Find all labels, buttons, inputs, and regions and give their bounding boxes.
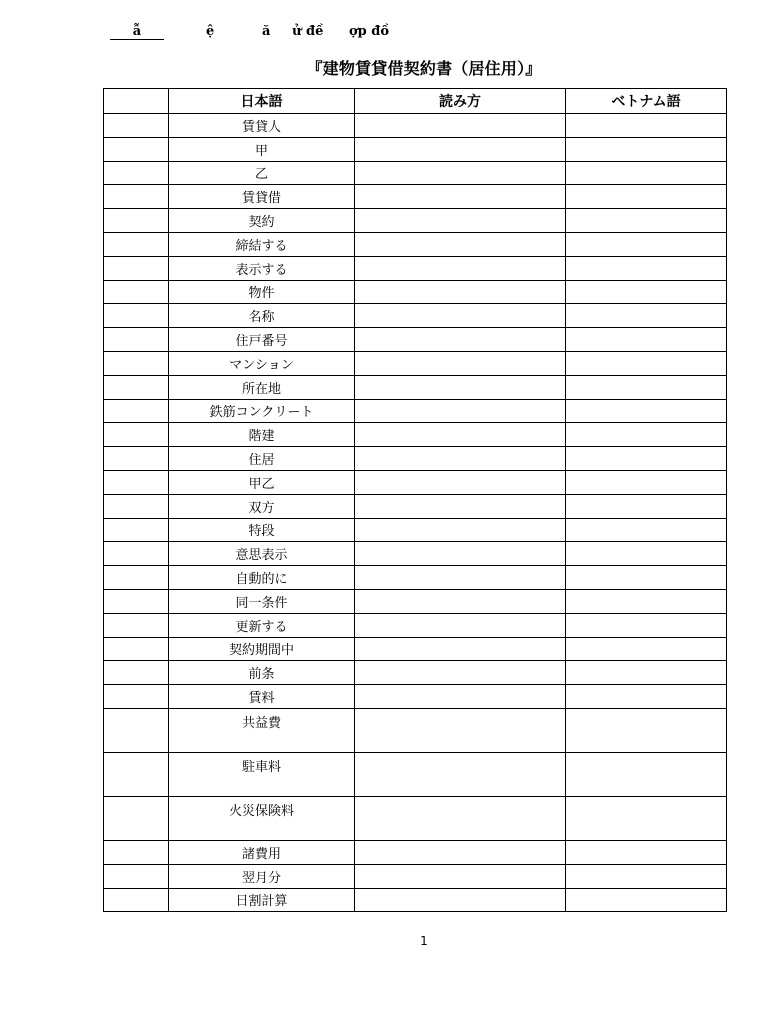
vietnamese-cell[interactable] bbox=[566, 423, 727, 447]
japanese-word: 賃料 bbox=[248, 691, 275, 707]
reading-cell[interactable] bbox=[355, 796, 566, 840]
japanese-word-cell bbox=[169, 518, 355, 542]
index-cell bbox=[104, 752, 169, 796]
index-cell bbox=[104, 375, 169, 399]
japanese-word-cell bbox=[169, 161, 355, 185]
vietnamese-cell[interactable] bbox=[566, 661, 727, 685]
vietnamese-cell[interactable] bbox=[566, 256, 727, 280]
japanese-word-cell bbox=[169, 494, 355, 518]
table-row bbox=[104, 304, 727, 328]
reading-cell[interactable] bbox=[355, 613, 566, 637]
index-cell bbox=[104, 209, 169, 233]
reading-cell[interactable] bbox=[355, 161, 566, 185]
index-cell bbox=[104, 423, 169, 447]
japanese-word-cell bbox=[169, 888, 355, 912]
japanese-word-cell bbox=[169, 280, 355, 304]
japanese-word-cell bbox=[169, 114, 355, 138]
reading-cell[interactable] bbox=[355, 470, 566, 494]
reading-cell[interactable] bbox=[355, 209, 566, 233]
table-row bbox=[104, 589, 727, 613]
vietnamese-cell[interactable] bbox=[566, 114, 727, 138]
table-row bbox=[104, 161, 727, 185]
table-row bbox=[104, 518, 727, 542]
japanese-word: 階建 bbox=[248, 429, 275, 445]
reading-cell[interactable] bbox=[355, 542, 566, 566]
table-row bbox=[104, 864, 727, 888]
vietnamese-cell[interactable] bbox=[566, 864, 727, 888]
vietnamese-cell[interactable] bbox=[566, 494, 727, 518]
japanese-word: 諸費用 bbox=[241, 846, 281, 862]
japanese-word-cell bbox=[169, 752, 355, 796]
japanese-word-cell bbox=[169, 566, 355, 590]
japanese-word: 自動的に bbox=[235, 572, 288, 588]
index-cell bbox=[104, 589, 169, 613]
vietnamese-cell[interactable] bbox=[566, 209, 727, 233]
header-fragment: ẫ bbox=[110, 24, 164, 40]
reading-cell[interactable] bbox=[355, 280, 566, 304]
table-row bbox=[104, 566, 727, 590]
japanese-word: 名称 bbox=[248, 310, 275, 326]
index-cell bbox=[104, 399, 169, 423]
table-row bbox=[104, 185, 727, 209]
header-fragment: ợp đồ bbox=[349, 24, 390, 39]
japanese-word-cell bbox=[169, 399, 355, 423]
vietnamese-cell[interactable] bbox=[566, 840, 727, 864]
reading-cell[interactable] bbox=[355, 840, 566, 864]
reading-cell[interactable] bbox=[355, 685, 566, 709]
reading-cell[interactable] bbox=[355, 351, 566, 375]
table-row bbox=[104, 447, 727, 471]
vietnamese-cell[interactable] bbox=[566, 708, 727, 752]
column-header-blank bbox=[104, 89, 169, 114]
japanese-word: 甲乙 bbox=[248, 476, 275, 492]
table-row bbox=[104, 613, 727, 637]
reading-cell[interactable] bbox=[355, 589, 566, 613]
index-cell bbox=[104, 280, 169, 304]
japanese-word-cell bbox=[169, 351, 355, 375]
japanese-word: 甲 bbox=[254, 143, 268, 159]
vietnamese-cell[interactable] bbox=[566, 399, 727, 423]
japanese-word: 表示する bbox=[235, 262, 288, 278]
japanese-word: 火災保険料 bbox=[228, 803, 294, 819]
vietnamese-cell[interactable] bbox=[566, 566, 727, 590]
japanese-word-cell bbox=[169, 185, 355, 209]
japanese-word-cell bbox=[169, 232, 355, 256]
index-cell bbox=[104, 304, 169, 328]
index-cell bbox=[104, 161, 169, 185]
japanese-word-cell bbox=[169, 708, 355, 752]
vocabulary-table bbox=[103, 88, 727, 912]
index-cell bbox=[104, 494, 169, 518]
vietnamese-cell[interactable] bbox=[566, 447, 727, 471]
table-row bbox=[104, 752, 727, 796]
table-row bbox=[104, 708, 727, 752]
japanese-word: 意思表示 bbox=[235, 548, 288, 564]
table-row bbox=[104, 685, 727, 709]
reading-cell[interactable] bbox=[355, 232, 566, 256]
reading-cell[interactable] bbox=[355, 888, 566, 912]
japanese-word-cell bbox=[169, 637, 355, 661]
reading-cell[interactable] bbox=[355, 661, 566, 685]
japanese-word: 住居 bbox=[248, 453, 275, 469]
column-header-reading: 読み方 bbox=[355, 89, 566, 114]
table-row bbox=[104, 375, 727, 399]
index-cell bbox=[104, 518, 169, 542]
index-cell bbox=[104, 114, 169, 138]
vietnamese-cell[interactable] bbox=[566, 161, 727, 185]
japanese-word-cell bbox=[169, 328, 355, 352]
vietnamese-cell[interactable] bbox=[566, 280, 727, 304]
vietnamese-cell[interactable] bbox=[566, 351, 727, 375]
table-row bbox=[104, 256, 727, 280]
vietnamese-cell[interactable] bbox=[566, 304, 727, 328]
japanese-word: 契約期間中 bbox=[228, 643, 294, 659]
table-row bbox=[104, 637, 727, 661]
reading-cell[interactable] bbox=[355, 304, 566, 328]
japanese-word-cell bbox=[169, 542, 355, 566]
vietnamese-cell[interactable] bbox=[566, 685, 727, 709]
japanese-word: 特段 bbox=[248, 524, 275, 540]
table-body bbox=[104, 114, 727, 912]
index-cell bbox=[104, 888, 169, 912]
japanese-word: 双方 bbox=[248, 500, 275, 516]
vietnamese-cell[interactable] bbox=[566, 637, 727, 661]
reading-cell[interactable] bbox=[355, 185, 566, 209]
index-cell bbox=[104, 542, 169, 566]
vietnamese-cell[interactable] bbox=[566, 752, 727, 796]
index-cell bbox=[104, 566, 169, 590]
reading-cell[interactable] bbox=[355, 114, 566, 138]
japanese-word-cell bbox=[169, 685, 355, 709]
japanese-word-cell bbox=[169, 589, 355, 613]
index-cell bbox=[104, 256, 169, 280]
japanese-word: マンション bbox=[229, 357, 294, 373]
reading-cell[interactable] bbox=[355, 637, 566, 661]
japanese-word: 締結する bbox=[235, 238, 288, 254]
reading-cell[interactable] bbox=[355, 864, 566, 888]
index-cell bbox=[104, 185, 169, 209]
japanese-word: 同一条件 bbox=[235, 595, 288, 611]
japanese-word-cell bbox=[169, 209, 355, 233]
vietnamese-cell[interactable] bbox=[566, 328, 727, 352]
japanese-word: 契約 bbox=[248, 215, 275, 231]
index-cell bbox=[104, 328, 169, 352]
reading-cell[interactable] bbox=[355, 566, 566, 590]
table-row bbox=[104, 232, 727, 256]
table-row bbox=[104, 494, 727, 518]
table-row bbox=[104, 840, 727, 864]
table-row bbox=[104, 542, 727, 566]
reading-cell[interactable] bbox=[355, 494, 566, 518]
reading-cell[interactable] bbox=[355, 256, 566, 280]
japanese-word-cell bbox=[169, 840, 355, 864]
japanese-word: 前条 bbox=[248, 667, 275, 683]
header-line bbox=[108, 24, 528, 42]
reading-cell[interactable] bbox=[355, 328, 566, 352]
japanese-word: 日割計算 bbox=[235, 894, 288, 910]
index-cell bbox=[104, 351, 169, 375]
japanese-word: 駐車料 bbox=[241, 759, 281, 775]
index-cell bbox=[104, 637, 169, 661]
index-cell bbox=[104, 232, 169, 256]
vietnamese-cell[interactable] bbox=[566, 518, 727, 542]
table-row bbox=[104, 423, 727, 447]
vietnamese-cell[interactable] bbox=[566, 613, 727, 637]
header-fragment: ử đề bbox=[292, 24, 324, 39]
vietnamese-cell[interactable] bbox=[566, 470, 727, 494]
document-title: 『建物賃貸借契約書（居住用）』 bbox=[306, 59, 542, 78]
vietnamese-cell[interactable] bbox=[566, 589, 727, 613]
table-row bbox=[104, 661, 727, 685]
reading-cell[interactable] bbox=[355, 447, 566, 471]
japanese-word-cell bbox=[169, 796, 355, 840]
header-fragment: ă bbox=[262, 24, 271, 39]
reading-cell[interactable] bbox=[355, 423, 566, 447]
reading-cell[interactable] bbox=[355, 518, 566, 542]
index-cell bbox=[104, 613, 169, 637]
reading-cell[interactable] bbox=[355, 752, 566, 796]
page-number: 1 bbox=[420, 934, 428, 948]
japanese-word: 乙 bbox=[254, 167, 268, 183]
japanese-word: 更新する bbox=[235, 619, 288, 635]
header-fragment: ệ bbox=[206, 24, 215, 39]
vietnamese-cell[interactable] bbox=[566, 888, 727, 912]
japanese-word: 共益費 bbox=[241, 715, 281, 731]
index-cell bbox=[104, 708, 169, 752]
japanese-word-cell bbox=[169, 447, 355, 471]
japanese-word: 賃貸人 bbox=[241, 119, 281, 135]
index-cell bbox=[104, 840, 169, 864]
table-row bbox=[104, 796, 727, 840]
vietnamese-cell[interactable] bbox=[566, 542, 727, 566]
japanese-word-cell bbox=[169, 613, 355, 637]
japanese-word-cell bbox=[169, 423, 355, 447]
table-row bbox=[104, 888, 727, 912]
index-cell bbox=[104, 796, 169, 840]
vietnamese-cell[interactable] bbox=[566, 796, 727, 840]
table-row bbox=[104, 137, 727, 161]
table-row bbox=[104, 328, 727, 352]
japanese-word: 賃貸借 bbox=[241, 191, 281, 207]
column-header-vietnamese: ベトナム語 bbox=[566, 89, 727, 114]
index-cell bbox=[104, 137, 169, 161]
reading-cell[interactable] bbox=[355, 399, 566, 423]
japanese-word-cell bbox=[169, 864, 355, 888]
reading-cell[interactable] bbox=[355, 137, 566, 161]
japanese-word-cell bbox=[169, 661, 355, 685]
japanese-word-cell bbox=[169, 137, 355, 161]
table-row bbox=[104, 114, 727, 138]
japanese-word-cell bbox=[169, 256, 355, 280]
japanese-word: 物件 bbox=[248, 286, 275, 302]
reading-cell[interactable] bbox=[355, 708, 566, 752]
index-cell bbox=[104, 661, 169, 685]
index-cell bbox=[104, 685, 169, 709]
reading-cell[interactable] bbox=[355, 375, 566, 399]
table-header-row bbox=[104, 89, 727, 114]
table-row bbox=[104, 280, 727, 304]
index-cell bbox=[104, 470, 169, 494]
vietnamese-cell[interactable] bbox=[566, 137, 727, 161]
table-row bbox=[104, 399, 727, 423]
index-cell bbox=[104, 447, 169, 471]
japanese-word-cell bbox=[169, 375, 355, 399]
index-cell bbox=[104, 864, 169, 888]
japanese-word-cell bbox=[169, 304, 355, 328]
table-row bbox=[104, 209, 727, 233]
japanese-word-cell bbox=[169, 470, 355, 494]
column-header-japanese: 日本語 bbox=[169, 89, 355, 114]
japanese-word: 鉄筋コンクリート bbox=[209, 405, 314, 421]
table-row bbox=[104, 470, 727, 494]
table-row bbox=[104, 351, 727, 375]
vietnamese-cell[interactable] bbox=[566, 185, 727, 209]
japanese-word: 翌月分 bbox=[241, 870, 281, 886]
japanese-word: 所在地 bbox=[241, 381, 281, 397]
japanese-word: 住戸番号 bbox=[235, 334, 288, 350]
vietnamese-cell[interactable] bbox=[566, 232, 727, 256]
vietnamese-cell[interactable] bbox=[566, 375, 727, 399]
